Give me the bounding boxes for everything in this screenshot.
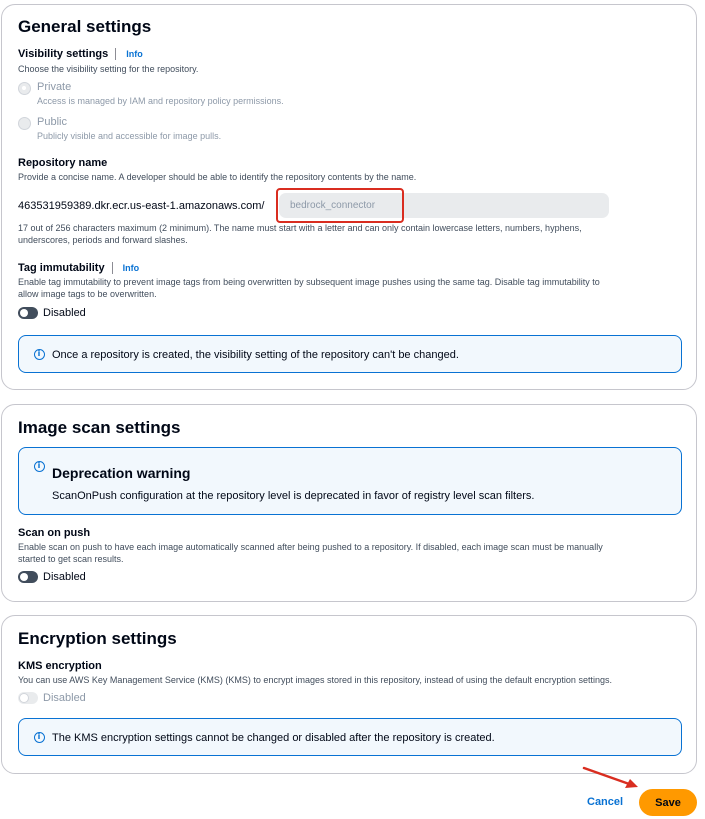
private-radio-label: Private — [37, 81, 72, 93]
private-radio-description: Access is managed by IAM and repository policy permissions. — [37, 96, 284, 106]
toggle-knob — [20, 694, 28, 702]
public-radio-description: Publicly visible and accessible for image pulls. — [37, 131, 222, 141]
scan-on-push-description-1: Enable scan on push to have each image automatically scanned after being pushed to a repository. If disabled, each image scan must be manually — [18, 542, 603, 552]
kms-encryption-toggle[interactable] — [18, 692, 38, 704]
annotation-arrow-icon — [582, 766, 640, 790]
scan-on-push-description-2: started to get scan results. — [18, 554, 124, 564]
tag-immutability-info-link[interactable]: Info — [122, 263, 140, 273]
encryption-settings-panel — [1, 615, 697, 774]
visibility-settings-label: Visibility settings — [18, 48, 109, 60]
repository-name-constraint-1: 17 out of 256 characters maximum (2 minimum). The name must start with a letter and can only contain lowercase letters, numbers, hyphens, — [18, 223, 582, 233]
deprecation-warning-title: Deprecation warning — [52, 465, 191, 481]
visibility-alert-text: Once a repository is created, the visibility setting of the repository can't be changed. — [52, 349, 459, 361]
tag-immutability-header — [18, 262, 139, 274]
image-scan-settings-panel — [1, 404, 697, 602]
kms-encryption-description: You can use AWS Key Management Service (KMS) (KMS) to encrypt images stored in this repository, instead of using the default encryption settings. — [18, 675, 612, 685]
repository-name-label: Repository name — [18, 157, 108, 169]
scan-on-push-label: Scan on push — [18, 527, 91, 539]
toggle-knob — [20, 573, 28, 581]
info-circle-icon — [34, 349, 45, 360]
encryption-settings-title: Encryption settings — [18, 629, 177, 648]
tag-immutability-description-2: allow image tags to be overwritten. — [18, 289, 157, 299]
kms-info-alert — [18, 718, 682, 756]
tag-immutability-toggle-label: Disabled — [43, 307, 86, 319]
deprecation-warning-alert — [18, 447, 682, 515]
deprecation-warning-text: ScanOnPush configuration at the repository level is deprecated in favor of registry level scan filters. — [52, 490, 535, 502]
info-circle-icon — [34, 732, 45, 743]
save-button[interactable]: Save — [639, 789, 697, 816]
repository-name-constraint-2: underscores, periods and forward slashes. — [18, 235, 188, 245]
kms-encryption-toggle-label: Disabled — [43, 692, 86, 704]
repository-name-description: Provide a concise name. A developer should be able to identify the repository contents by the name. — [18, 172, 417, 182]
visibility-option-public[interactable] — [18, 116, 338, 146]
general-settings-title: General settings — [18, 17, 152, 36]
tag-immutability-label: Tag immutability — [18, 262, 105, 274]
tag-immutability-toggle[interactable] — [18, 307, 38, 319]
scan-on-push-toggle[interactable] — [18, 571, 38, 583]
visibility-info-alert — [18, 335, 682, 373]
visibility-option-private[interactable] — [18, 81, 338, 111]
info-circle-icon — [34, 461, 45, 472]
annotation-highlight-box — [276, 188, 404, 223]
public-radio[interactable] — [18, 117, 31, 130]
toggle-knob — [20, 309, 28, 317]
tag-immutability-description-1: Enable tag immutability to prevent image tags from being overwritten by subsequent image pushes using the same tag. Disable tag immutability to — [18, 277, 600, 287]
public-radio-label: Public — [37, 116, 67, 128]
private-radio[interactable] — [18, 82, 31, 95]
info-divider — [112, 262, 113, 274]
visibility-settings-description: Choose the visibility setting for the repository. — [18, 64, 199, 74]
repository-uri-prefix: 463531959389.dkr.ecr.us-east-1.amazonaws.com/ — [18, 200, 265, 212]
cancel-button[interactable]: Cancel — [587, 796, 624, 808]
kms-alert-text: The KMS encryption settings cannot be changed or disabled after the repository is created. — [52, 732, 495, 744]
visibility-settings-header — [18, 48, 143, 60]
general-settings-panel — [1, 4, 697, 390]
kms-encryption-label: KMS encryption — [18, 660, 102, 672]
visibility-info-link[interactable]: Info — [126, 49, 143, 59]
scan-on-push-toggle-label: Disabled — [43, 571, 86, 583]
image-scan-settings-title: Image scan settings — [18, 418, 181, 437]
info-divider — [115, 48, 116, 60]
